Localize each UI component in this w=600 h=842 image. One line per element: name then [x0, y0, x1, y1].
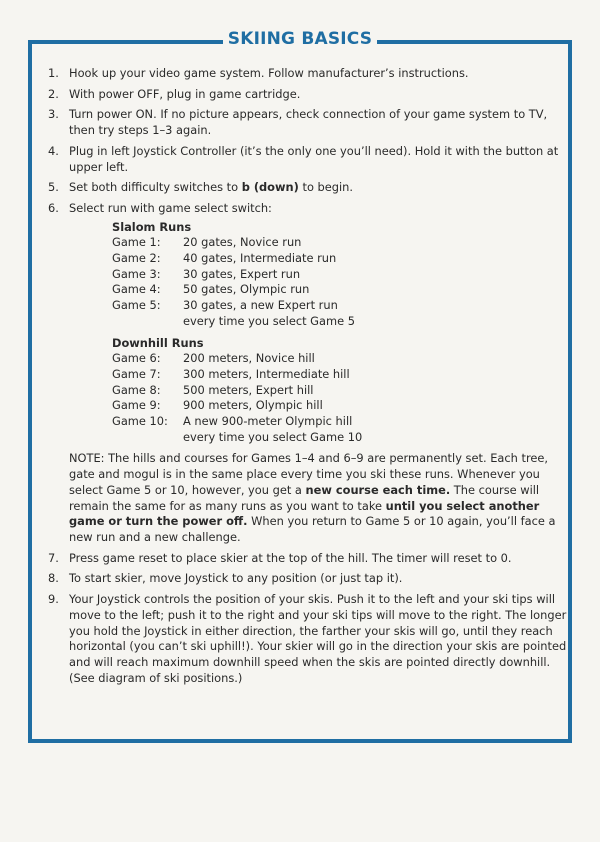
game-label: Game 6:: [112, 351, 161, 366]
instruction-item: [48, 66, 573, 82]
game-description: A new 900-meter Olympic hill: [183, 414, 353, 429]
game-row: [112, 282, 573, 298]
note-bold-text: until you select another game or turn the power off.: [69, 498, 540, 529]
instruction-item: [48, 107, 573, 138]
item-number: 6.: [48, 200, 59, 215]
title-container: [0, 27, 600, 51]
downhill-heading: Downhill Runs: [112, 335, 204, 350]
game-description: 200 meters, Novice hill: [183, 351, 315, 366]
instruction-item: [48, 144, 573, 175]
game-description: 30 gates, Expert run: [183, 266, 301, 281]
item-number: 4.: [48, 143, 59, 158]
item-text-before: Set both difficulty switches to: [69, 180, 242, 195]
game-row: [112, 367, 573, 383]
item-text: To start skier, move Joystick to any position (or just tap it).: [69, 571, 403, 586]
page-title: SKIING BASICS: [223, 27, 378, 51]
item-text: Your Joystick controls the position of your skis. Push it to the left and your ski tips will move to the left; push it to the right and your ski tips will move to the right. The longer you hold the Joystick in either direction, the farther your skis will go, until they reach horizontal (you can’t ski uphill!). Your skier will go in the direction your skis are pointed and will reach maximum downhill speed when the skis are pointed directly downhill. (See diagram of ski positions.): [69, 592, 567, 685]
note-paragraph: [48, 451, 573, 545]
game-row: [112, 383, 573, 399]
game-description: 300 meters, Intermediate hill: [183, 366, 350, 381]
game-label: Game 2:: [112, 251, 161, 266]
game-row: [112, 267, 573, 283]
game-description: 50 gates, Olympic run: [183, 282, 310, 297]
note-text: When you return to Game 5 or 10 again, you’ll face a new run and a new challenge.: [69, 514, 556, 544]
item-text: With power OFF, plug in game cartridge.: [69, 86, 301, 101]
item-number: 3.: [48, 107, 59, 122]
instruction-item: [48, 87, 573, 103]
game-row: [112, 251, 573, 267]
game-description: 900 meters, Olympic hill: [183, 398, 323, 413]
instruction-item: [48, 592, 573, 686]
item-number: 7.: [48, 550, 59, 565]
item-number: 1.: [48, 66, 59, 80]
game-description: 40 gates, Intermediate run: [183, 251, 337, 266]
item-text: Hook up your video game system. Follow manufacturer’s instructions.: [69, 66, 469, 80]
downhill-runs-section: [112, 336, 573, 446]
item-text: Turn power ON. If no picture appears, check connection of your game system to TV, then try steps 1–3 again.: [69, 107, 548, 138]
game-label: Game 9:: [112, 398, 161, 413]
game-label: Game 1:: [112, 235, 161, 250]
game-label: Game 7:: [112, 366, 161, 381]
item-text: Plug in left Joystick Controller (it’s the only one you’ll need). Hold it with the button at upper left.: [69, 143, 559, 174]
game-row: [112, 414, 573, 430]
item-text-bold: b (down): [241, 180, 299, 195]
instructions-content: [48, 66, 573, 691]
item-number: 2.: [48, 86, 59, 101]
game-description: 30 gates, a new Expert run: [183, 298, 338, 313]
game-row: [112, 351, 573, 367]
game-label: Game 8:: [112, 382, 161, 397]
game-label: Game 4:: [112, 282, 161, 297]
game-label: Game 3:: [112, 266, 161, 281]
game-continuation: every time you select Game 5: [183, 313, 355, 328]
game-row: [112, 235, 573, 251]
item-text: Press game reset to place skier at the top of the hill. The timer will reset to 0.: [69, 550, 512, 565]
game-row: [112, 298, 573, 314]
item-number: 5.: [48, 180, 59, 195]
game-row: [112, 398, 573, 414]
game-label: Game 10:: [112, 414, 168, 429]
item-text: Select run with game select switch:: [69, 200, 272, 215]
game-label: Game 5:: [112, 298, 161, 313]
note-text: The course will remain the same for as many runs as you want to take: [69, 482, 540, 513]
item-number: 9.: [48, 592, 59, 607]
note-text: NOTE: The hills and courses for Games 1–4 and 6–9 are permanently set. Each tree, gate and mogul is in the same place every time you ski these runs. Whenever you select Game 5 or 10, however, you get a: [69, 451, 549, 497]
instruction-item: [48, 571, 573, 587]
instruction-item: [48, 551, 573, 567]
game-description: 500 meters, Expert hill: [183, 382, 314, 397]
game-continuation: every time you select Game 10: [183, 429, 363, 444]
instruction-item: [48, 180, 573, 196]
note-bold-text: new course each time.: [305, 482, 451, 497]
item-number: 8.: [48, 571, 59, 586]
item-text-after: to begin.: [298, 180, 354, 195]
slalom-heading: Slalom Runs: [112, 219, 192, 234]
slalom-runs-section: [112, 220, 573, 330]
game-description: 20 gates, Novice run: [183, 235, 302, 250]
instruction-item: [48, 201, 573, 217]
